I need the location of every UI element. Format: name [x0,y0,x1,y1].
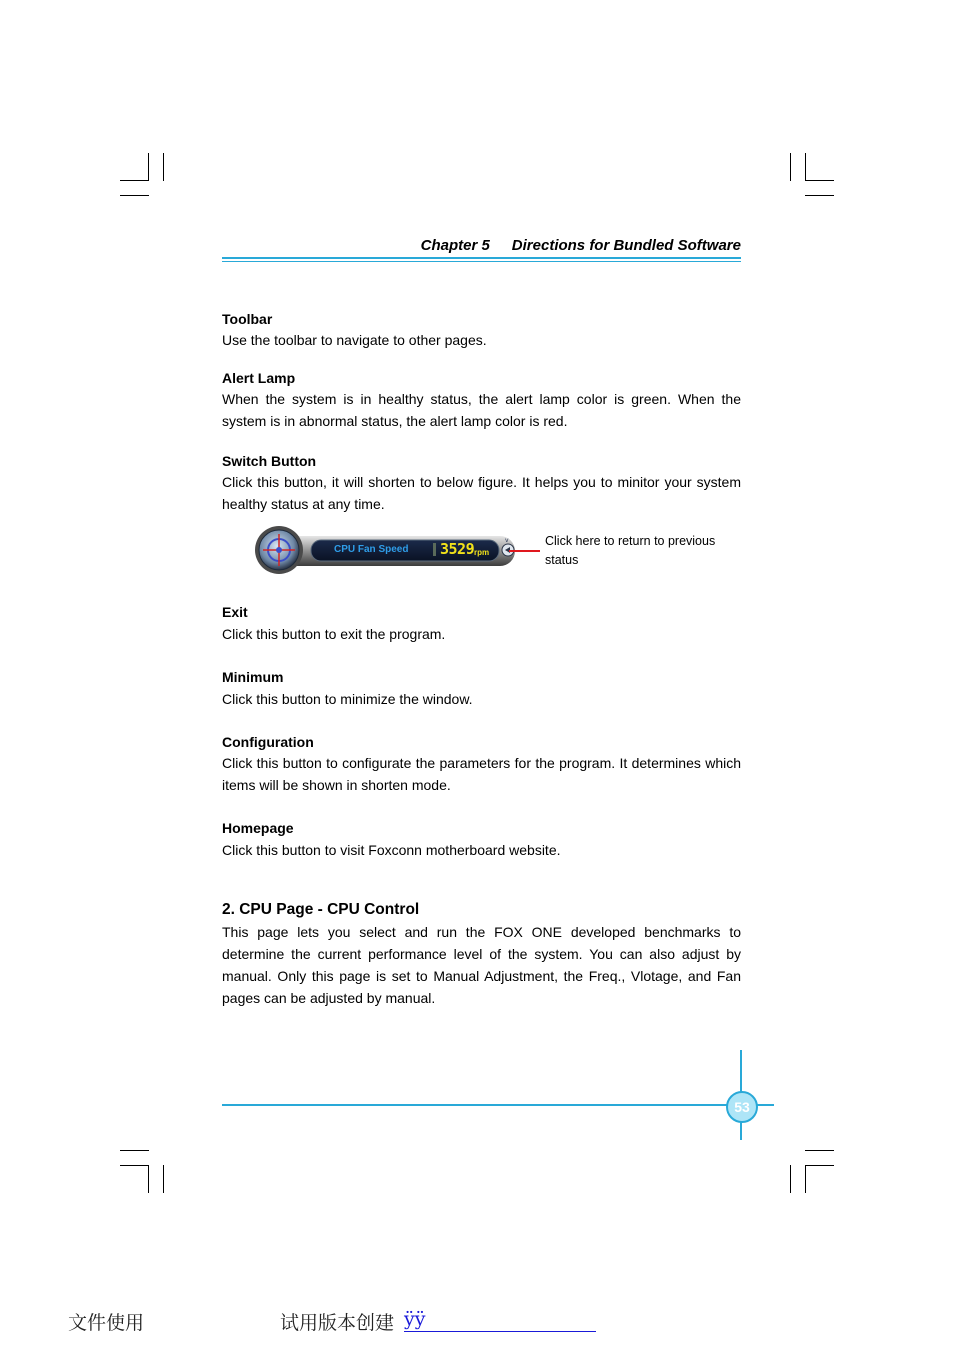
crop-mark [148,153,149,181]
widget-unit: rpm [474,548,490,557]
watermark-left: 文件使用 [68,1312,145,1334]
section-body-configuration: Click this button to configurate the parameters for the program. It determines which items will be shown in shorten mode. [222,755,741,793]
section-body-minimum: Click this button to minimize the window. [222,691,473,707]
header-rule [222,257,741,259]
section-title-toolbar: Toolbar [222,311,273,327]
callout-text: Click here to return to previous status [545,534,716,567]
section-title-alert-lamp: Alert Lamp [222,370,296,386]
section-title-minimum: Minimum [222,669,284,685]
crop-mark [120,1165,149,1166]
fan-hub [276,547,282,553]
section-body-exit: Click this button to exit the program. [222,626,446,642]
crop-mark [805,1165,806,1193]
crop-mark [163,153,164,181]
widget-value: 3529 [440,540,475,558]
screen-tick [433,543,436,556]
section-title-switch-button: Switch Button [222,453,317,469]
section-body-alert-lamp: When the system is in healthy status, the alert lamp color is green. When the system is in abnormal status, the alert lamp color is red. [222,391,741,429]
callout-line [509,550,540,552]
footer-rule [222,1104,774,1106]
header-rule [222,261,741,262]
cpu-fan-widget [253,524,543,576]
section-body-homepage: Click this button to visit Foxconn motherboard website. [222,842,561,858]
widget-label: CPU Fan Speed [334,544,409,555]
crop-mark [790,153,791,181]
crop-mark [120,180,149,181]
switch-mark: v [505,537,509,544]
section-title-configuration: Configuration [222,734,314,750]
chapter-title: Directions for Bundled Software [511,237,741,254]
chapter-header [222,236,741,264]
chapter-label: Chapter 5 [420,237,490,254]
crop-mark [163,1165,164,1193]
crop-mark [148,1165,149,1193]
crop-mark [120,195,149,196]
crop-mark [805,1150,834,1151]
crop-mark [805,180,834,181]
crop-mark [805,153,806,181]
crop-mark [120,1150,149,1151]
cpu-section-title: 2. CPU Page - CPU Control [222,901,420,918]
watermark-middle: 试用版本创建 [280,1312,395,1334]
page-number: 53 [726,1091,758,1123]
crop-mark [805,195,834,196]
crop-mark [805,1165,834,1166]
cpu-section-body: This page lets you select and run the FOX ONE developed benchmarks to determine the current performance level of the system. You can also adjust by manual. Only this page is set to Manual Adjustment, the Freq., Vlotage, and Fan pages can be adjusted by manual. [222,924,741,1006]
crop-mark [790,1165,791,1193]
header-text [421,237,741,254]
watermark-link[interactable]: ÿÿ [404,1308,596,1332]
section-body-toolbar: Use the toolbar to navigate to other pages. [222,332,487,348]
section-body-switch-button: Click this button, it will shorten to below figure. It helps you to minitor your system healthy status at any time. [222,474,741,512]
section-title-exit: Exit [222,604,248,620]
section-title-homepage: Homepage [222,820,294,836]
